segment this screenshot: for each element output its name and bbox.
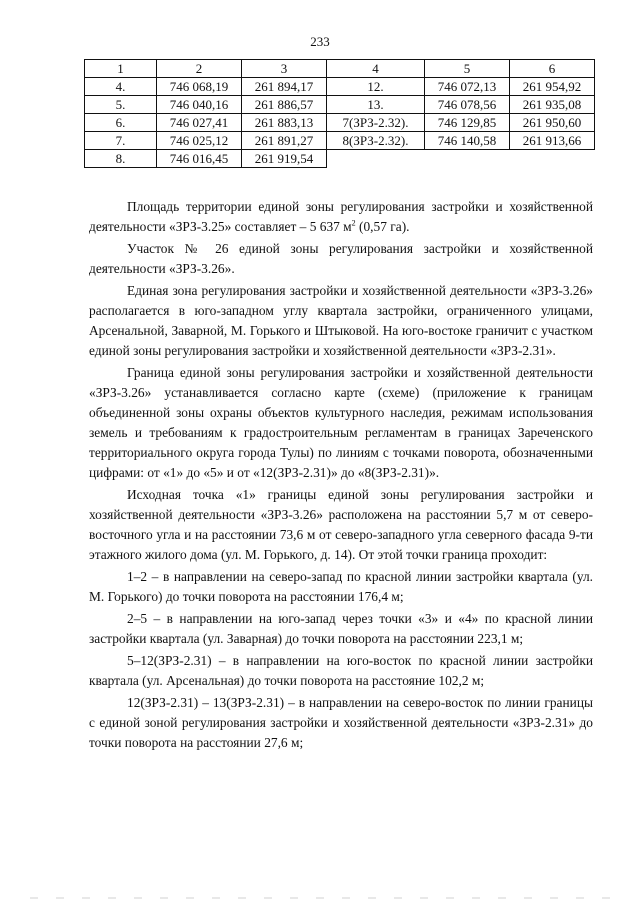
table-cell: 4.: [85, 78, 157, 96]
paragraph-origin-point: Исходная точка «1» границы единой зоны регулирования застройки и хозяйственной деятельности «ЗРЗ-3.26» расположена на расстоянии 5,7 м от северо-восточного угла и на расстоянии 73,6 м от северо-западного угла северного фасада 9-ти этажного жилого дома (ул. М. Горького, д. 14). От этой точки граница проходит:: [89, 487, 593, 562]
paragraph-segment-1-2: 1–2 – в направлении на северо-запад по красной линии застройки квартала (ул. М. Горького) до точки поворота на расстоянии 176,4 м;: [89, 569, 593, 604]
table-cell: 6: [510, 60, 595, 78]
table-row: [85, 114, 595, 132]
table-cell: 3: [242, 60, 327, 78]
table-cell: 261 883,13: [242, 114, 327, 132]
table-cell: 5: [425, 60, 510, 78]
paragraph-section-heading: Участок № 26 единой зоны регулирования застройки и хозяйственной деятельности «ЗРЗ-3.26».: [89, 241, 593, 276]
table-cell: 746 140,58: [425, 132, 510, 150]
table-cell: [510, 150, 595, 168]
table-cell: 12.: [327, 78, 425, 96]
table-cell: 746 025,12: [157, 132, 242, 150]
table-cell: [425, 150, 510, 168]
table-cell: 261 913,66: [510, 132, 595, 150]
coordinates-table: [84, 59, 595, 168]
coordinates-table-body: [85, 60, 595, 168]
table-cell: 261 891,27: [242, 132, 327, 150]
table-cell: 7.: [85, 132, 157, 150]
paragraph-area: [89, 197, 593, 237]
paragraph-boundary: Граница единой зоны регулирования застройки и хозяйственной деятельности «ЗРЗ-3.26» устанавливается согласно карте (схеме) (приложение к границам объединенной зоны охраны объектов культурного наследия, режимам использования земель и требованиям к градостроительным регламентам в границах Зареченского территориального округа города Тулы) по линиям с точками поворота, обозначенными цифрами: от «1» до «5» и от «12(ЗРЗ-2.31)» до «8(ЗРЗ-2.31)».: [89, 365, 593, 480]
paragraph-segment-2-5: 2–5 – в направлении на юго-запад через точки «3» и «4» по красной линии застройки квартала (ул. Заварная) до точки поворота на расстоянии 223,1 м;: [89, 611, 593, 646]
table-row: [85, 150, 595, 168]
table-cell: 746 078,56: [425, 96, 510, 114]
table-cell: 2: [157, 60, 242, 78]
table-cell: 261 894,17: [242, 78, 327, 96]
table-row: [85, 132, 595, 150]
table-cell: 261 919,54: [242, 150, 327, 168]
table-cell: 6.: [85, 114, 157, 132]
table-cell: 5.: [85, 96, 157, 114]
table-cell: 746 072,13: [425, 78, 510, 96]
table-cell: 746 068,19: [157, 78, 242, 96]
table-cell: 261 886,57: [242, 96, 327, 114]
table-cell: [327, 150, 425, 168]
table-cell: 746 027,41: [157, 114, 242, 132]
scan-edge-artifact: [30, 897, 610, 899]
area-text-end: (0,57 га).: [355, 219, 410, 234]
table-cell: 4: [327, 60, 425, 78]
table-cell: 261 935,08: [510, 96, 595, 114]
table-cell: 8.: [85, 150, 157, 168]
table-cell: 261 954,92: [510, 78, 595, 96]
area-unit-exponent: 2: [351, 218, 356, 228]
table-cell: 1: [85, 60, 157, 78]
paragraph-segment-5-12: 5–12(ЗРЗ-2.31) – в направлении на юго-восток по красной линии застройки квартала (ул. Арсенальная) до точки поворота на расстояние 102,2 м;: [89, 653, 593, 688]
table-cell: 13.: [327, 96, 425, 114]
paragraph-segment-12-13: 12(ЗРЗ-2.31) – 13(ЗРЗ-2.31) – в направлении на северо-восток по линии границы с единой зоной регулирования застройки и хозяйственной деятельности «ЗРЗ-2.31» до точки поворота на расстоянии 27,6 м;: [89, 695, 593, 750]
table-cell: 746 040,16: [157, 96, 242, 114]
table-cell: 746 129,85: [425, 114, 510, 132]
table-cell: 261 950,60: [510, 114, 595, 132]
table-row: [85, 96, 595, 114]
page-number: 233: [310, 34, 330, 49]
table-header-row: [85, 60, 595, 78]
document-body: [89, 197, 593, 755]
area-text: Площадь территории единой зоны регулирования застройки и хозяйственной деятельности «ЗРЗ-3.25» составляет – 5 637 м: [89, 199, 593, 234]
table-cell: 7(ЗРЗ-2.32).: [327, 114, 425, 132]
paragraph-location: Единая зона регулирования застройки и хозяйственной деятельности «ЗРЗ-3.26» располагается в юго-западном углу квартала застройки, ограниченного улицами, Арсенальной, Заварной, М. Горького и Штыковой. На юго-востоке граничит с участком единой зоны регулирования застройки и хозяйственной деятельности «ЗРЗ-2.31».: [89, 283, 593, 358]
table-cell: 746 016,45: [157, 150, 242, 168]
table-cell: 8(ЗРЗ-2.32).: [327, 132, 425, 150]
table-row: [85, 78, 595, 96]
